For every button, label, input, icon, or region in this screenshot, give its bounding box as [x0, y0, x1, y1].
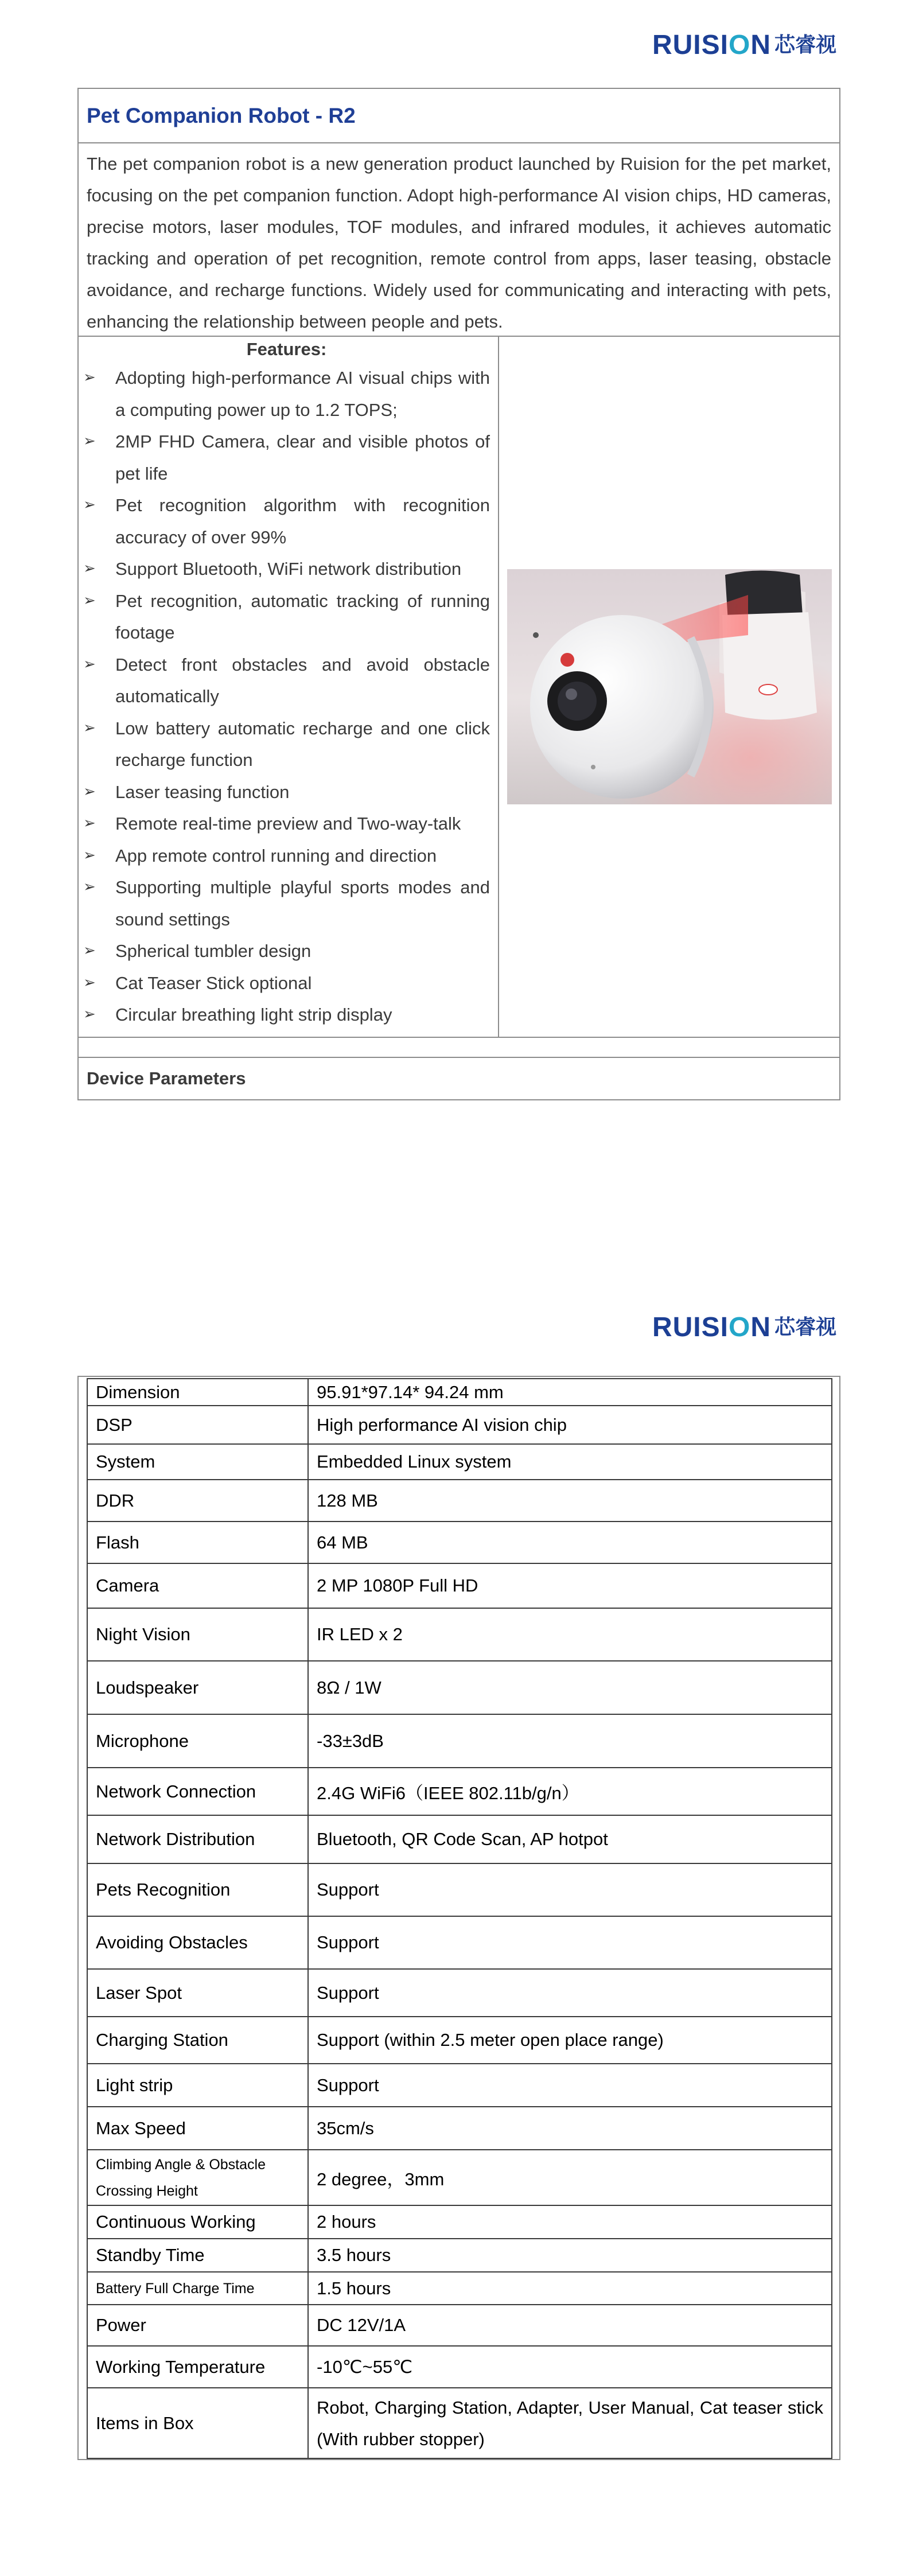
- table-row: [87, 1815, 832, 1863]
- param-value: High performance AI vision chip: [308, 1406, 832, 1444]
- table-row: [87, 1714, 832, 1768]
- param-name: Continuous Working: [87, 2205, 308, 2239]
- table-row: [87, 1863, 832, 1916]
- param-value: Support (within 2.5 meter open place range): [308, 2017, 832, 2064]
- device-parameters-table: [87, 1378, 832, 2459]
- table-row: [87, 2064, 832, 2107]
- device-parameters-row: [79, 1058, 839, 1099]
- param-name: Charging Station: [87, 2017, 308, 2064]
- table-row: [87, 2017, 832, 2064]
- product-image-cell: [499, 337, 839, 1037]
- arrow-bullet-icon: ➢: [83, 815, 96, 832]
- param-value: -10℃~55℃: [308, 2346, 832, 2388]
- param-value: 2 degree，3mm: [308, 2150, 832, 2205]
- param-value: 8Ω / 1W: [308, 1661, 832, 1714]
- param-value: Support: [308, 2064, 832, 2107]
- product-intro: The pet companion robot is a new generation product launched by Ruision for the pet market, focusing on the pet companion function. Adopt high-performance AI vision chips, HD cameras, precise motors, laser modules, TOF modules, and infrared modules, it achieves automatic tracking and operation of pet recognition, remote control from apps, laser teasing, obstacle avoidance, and recharge functions. Widely used for communicating and interacting with pets, enhancing the relationship between people and pets.: [79, 143, 839, 337]
- arrow-bullet-icon: ➢: [83, 783, 96, 800]
- param-value: Support: [308, 1863, 832, 1916]
- param-name: DDR: [87, 1480, 308, 1522]
- feature-item: ➢ Remote real-time preview and Two-way-talk: [83, 808, 490, 840]
- product-photo: [507, 569, 832, 804]
- spacer-row: [79, 1038, 839, 1058]
- features-heading: Features:: [246, 339, 327, 359]
- param-name: Flash: [87, 1522, 308, 1563]
- features-list: [83, 362, 490, 1031]
- param-name: Pets Recognition: [87, 1863, 308, 1916]
- table-row: [87, 2239, 832, 2272]
- param-name: Microphone: [87, 1714, 308, 1768]
- product-title: Pet Companion Robot - R2: [87, 103, 356, 127]
- param-value: 2 hours: [308, 2205, 832, 2239]
- feature-item: ➢ Spherical tumbler design: [83, 935, 490, 967]
- table-row: [87, 2107, 832, 2150]
- table-row: [87, 1563, 832, 1608]
- param-value: Support: [308, 1916, 832, 1969]
- feature-item: ➢ Circular breathing light strip display: [83, 999, 490, 1031]
- table-row: [87, 2150, 832, 2205]
- param-value: Support: [308, 1969, 832, 2017]
- table-row: [87, 1480, 832, 1522]
- feature-item: ➢ Detect front obstacles and avoid obstacle automatically: [83, 649, 490, 713]
- param-value: 64 MB: [308, 1522, 832, 1563]
- feature-item: ➢ Support Bluetooth, WiFi network distribution: [83, 553, 490, 585]
- param-name: Climbing Angle & Obstacle Crossing Height: [87, 2150, 308, 2205]
- arrow-bullet-icon: ➢: [83, 592, 96, 609]
- param-name: Working Temperature: [87, 2346, 308, 2388]
- table-row: [87, 1969, 832, 2017]
- robot-illustration: [507, 569, 832, 804]
- arrow-bullet-icon: ➢: [83, 496, 96, 513]
- param-name: Avoiding Obstacles: [87, 1916, 308, 1969]
- table-row: [87, 1522, 832, 1563]
- table-row: [87, 1768, 832, 1815]
- table-row: [87, 2272, 832, 2305]
- arrow-bullet-icon: ➢: [83, 1006, 96, 1023]
- param-name: System: [87, 1444, 308, 1480]
- param-name: Standby Time: [87, 2239, 308, 2272]
- param-name: Loudspeaker: [87, 1661, 308, 1714]
- param-value: Embedded Linux system: [308, 1444, 832, 1480]
- features-section: [79, 337, 839, 1038]
- feature-item: ➢ App remote control running and direction: [83, 840, 490, 872]
- feature-item: ➢ Adopting high-performance AI visual chips with a computing power up to 1.2 TOPS;: [83, 362, 490, 426]
- param-name: Power: [87, 2305, 308, 2346]
- arrow-bullet-icon: ➢: [83, 433, 96, 450]
- param-name: DSP: [87, 1406, 308, 1444]
- table-row: [87, 1406, 832, 1444]
- param-name: Laser Spot: [87, 1969, 308, 2017]
- arrow-bullet-icon: ➢: [83, 560, 96, 577]
- param-name: Light strip: [87, 2064, 308, 2107]
- feature-item: ➢ Supporting multiple playful sports modes and sound settings: [83, 871, 490, 935]
- param-value: 1.5 hours: [308, 2272, 832, 2305]
- param-name: Camera: [87, 1563, 308, 1608]
- param-value: 2.4G WiFi6（IEEE 802.11b/g/n）: [308, 1768, 832, 1815]
- table-row: [87, 1444, 832, 1480]
- table-row: [87, 2346, 832, 2388]
- feature-item: ➢ Pet recognition algorithm with recognition accuracy of over 99%: [83, 489, 490, 553]
- arrow-bullet-icon: ➢: [83, 974, 96, 991]
- feature-item: ➢ Cat Teaser Stick optional: [83, 967, 490, 999]
- param-value: IR LED x 2: [308, 1608, 832, 1661]
- features-column: [79, 337, 499, 1037]
- feature-item: ➢ Laser teasing function: [83, 776, 490, 808]
- param-name: Night Vision: [87, 1608, 308, 1661]
- table-row: [87, 2205, 832, 2239]
- param-name: Network Distribution: [87, 1815, 308, 1863]
- param-name: Battery Full Charge Time: [87, 2272, 308, 2305]
- table-row: [87, 1916, 832, 1969]
- param-value: DC 12V/1A: [308, 2305, 832, 2346]
- arrow-bullet-icon: ➢: [83, 719, 96, 737]
- param-value: 128 MB: [308, 1480, 832, 1522]
- title-row: [79, 89, 839, 143]
- param-value: -33±3dB: [308, 1714, 832, 1768]
- feature-item: ➢ Low battery automatic recharge and one click recharge function: [83, 713, 490, 776]
- ruision-logo: [652, 1314, 836, 1341]
- arrow-bullet-icon: ➢: [83, 942, 96, 959]
- param-value: 2 MP 1080P Full HD: [308, 1563, 832, 1608]
- param-name: Dimension: [87, 1379, 308, 1406]
- feature-item: ➢ 2MP FHD Camera, clear and visible photos of pet life: [83, 426, 490, 489]
- table-row: [87, 1379, 832, 1406]
- logo-wordmark: RUISION: [652, 30, 771, 60]
- product-overview-sheet: [77, 88, 840, 1100]
- table-row: [87, 2305, 832, 2346]
- arrow-bullet-icon: ➢: [83, 369, 96, 386]
- arrow-bullet-icon: ➢: [83, 655, 96, 673]
- param-value: 3.5 hours: [308, 2239, 832, 2272]
- table-row: [87, 1661, 832, 1714]
- ruision-logo: [652, 32, 836, 59]
- feature-item: ➢ Pet recognition, automatic tracking of running footage: [83, 585, 490, 649]
- param-value: 35cm/s: [308, 2107, 832, 2150]
- device-parameters-heading: Device Parameters: [87, 1068, 246, 1088]
- param-value: 95.91*97.14* 94.24 mm: [308, 1379, 832, 1406]
- arrow-bullet-icon: ➢: [83, 846, 96, 864]
- logo-chinese: 芯睿视: [774, 33, 836, 57]
- param-value: Bluetooth, QR Code Scan, AP hotpot: [308, 1815, 832, 1863]
- param-name: Network Connection: [87, 1768, 308, 1815]
- logo-chinese: 芯睿视: [774, 1316, 836, 1339]
- table-row: [87, 1608, 832, 1661]
- param-name: Max Speed: [87, 2107, 308, 2150]
- arrow-bullet-icon: ➢: [83, 878, 96, 896]
- table-row: [87, 2388, 832, 2458]
- param-value: Robot, Charging Station, Adapter, User Manual, Cat teaser stick (With rubber stopper): [308, 2388, 832, 2458]
- logo-wordmark: RUISION: [652, 1312, 771, 1343]
- param-name: Items in Box: [87, 2388, 308, 2458]
- device-parameters-sheet: [77, 1376, 840, 2460]
